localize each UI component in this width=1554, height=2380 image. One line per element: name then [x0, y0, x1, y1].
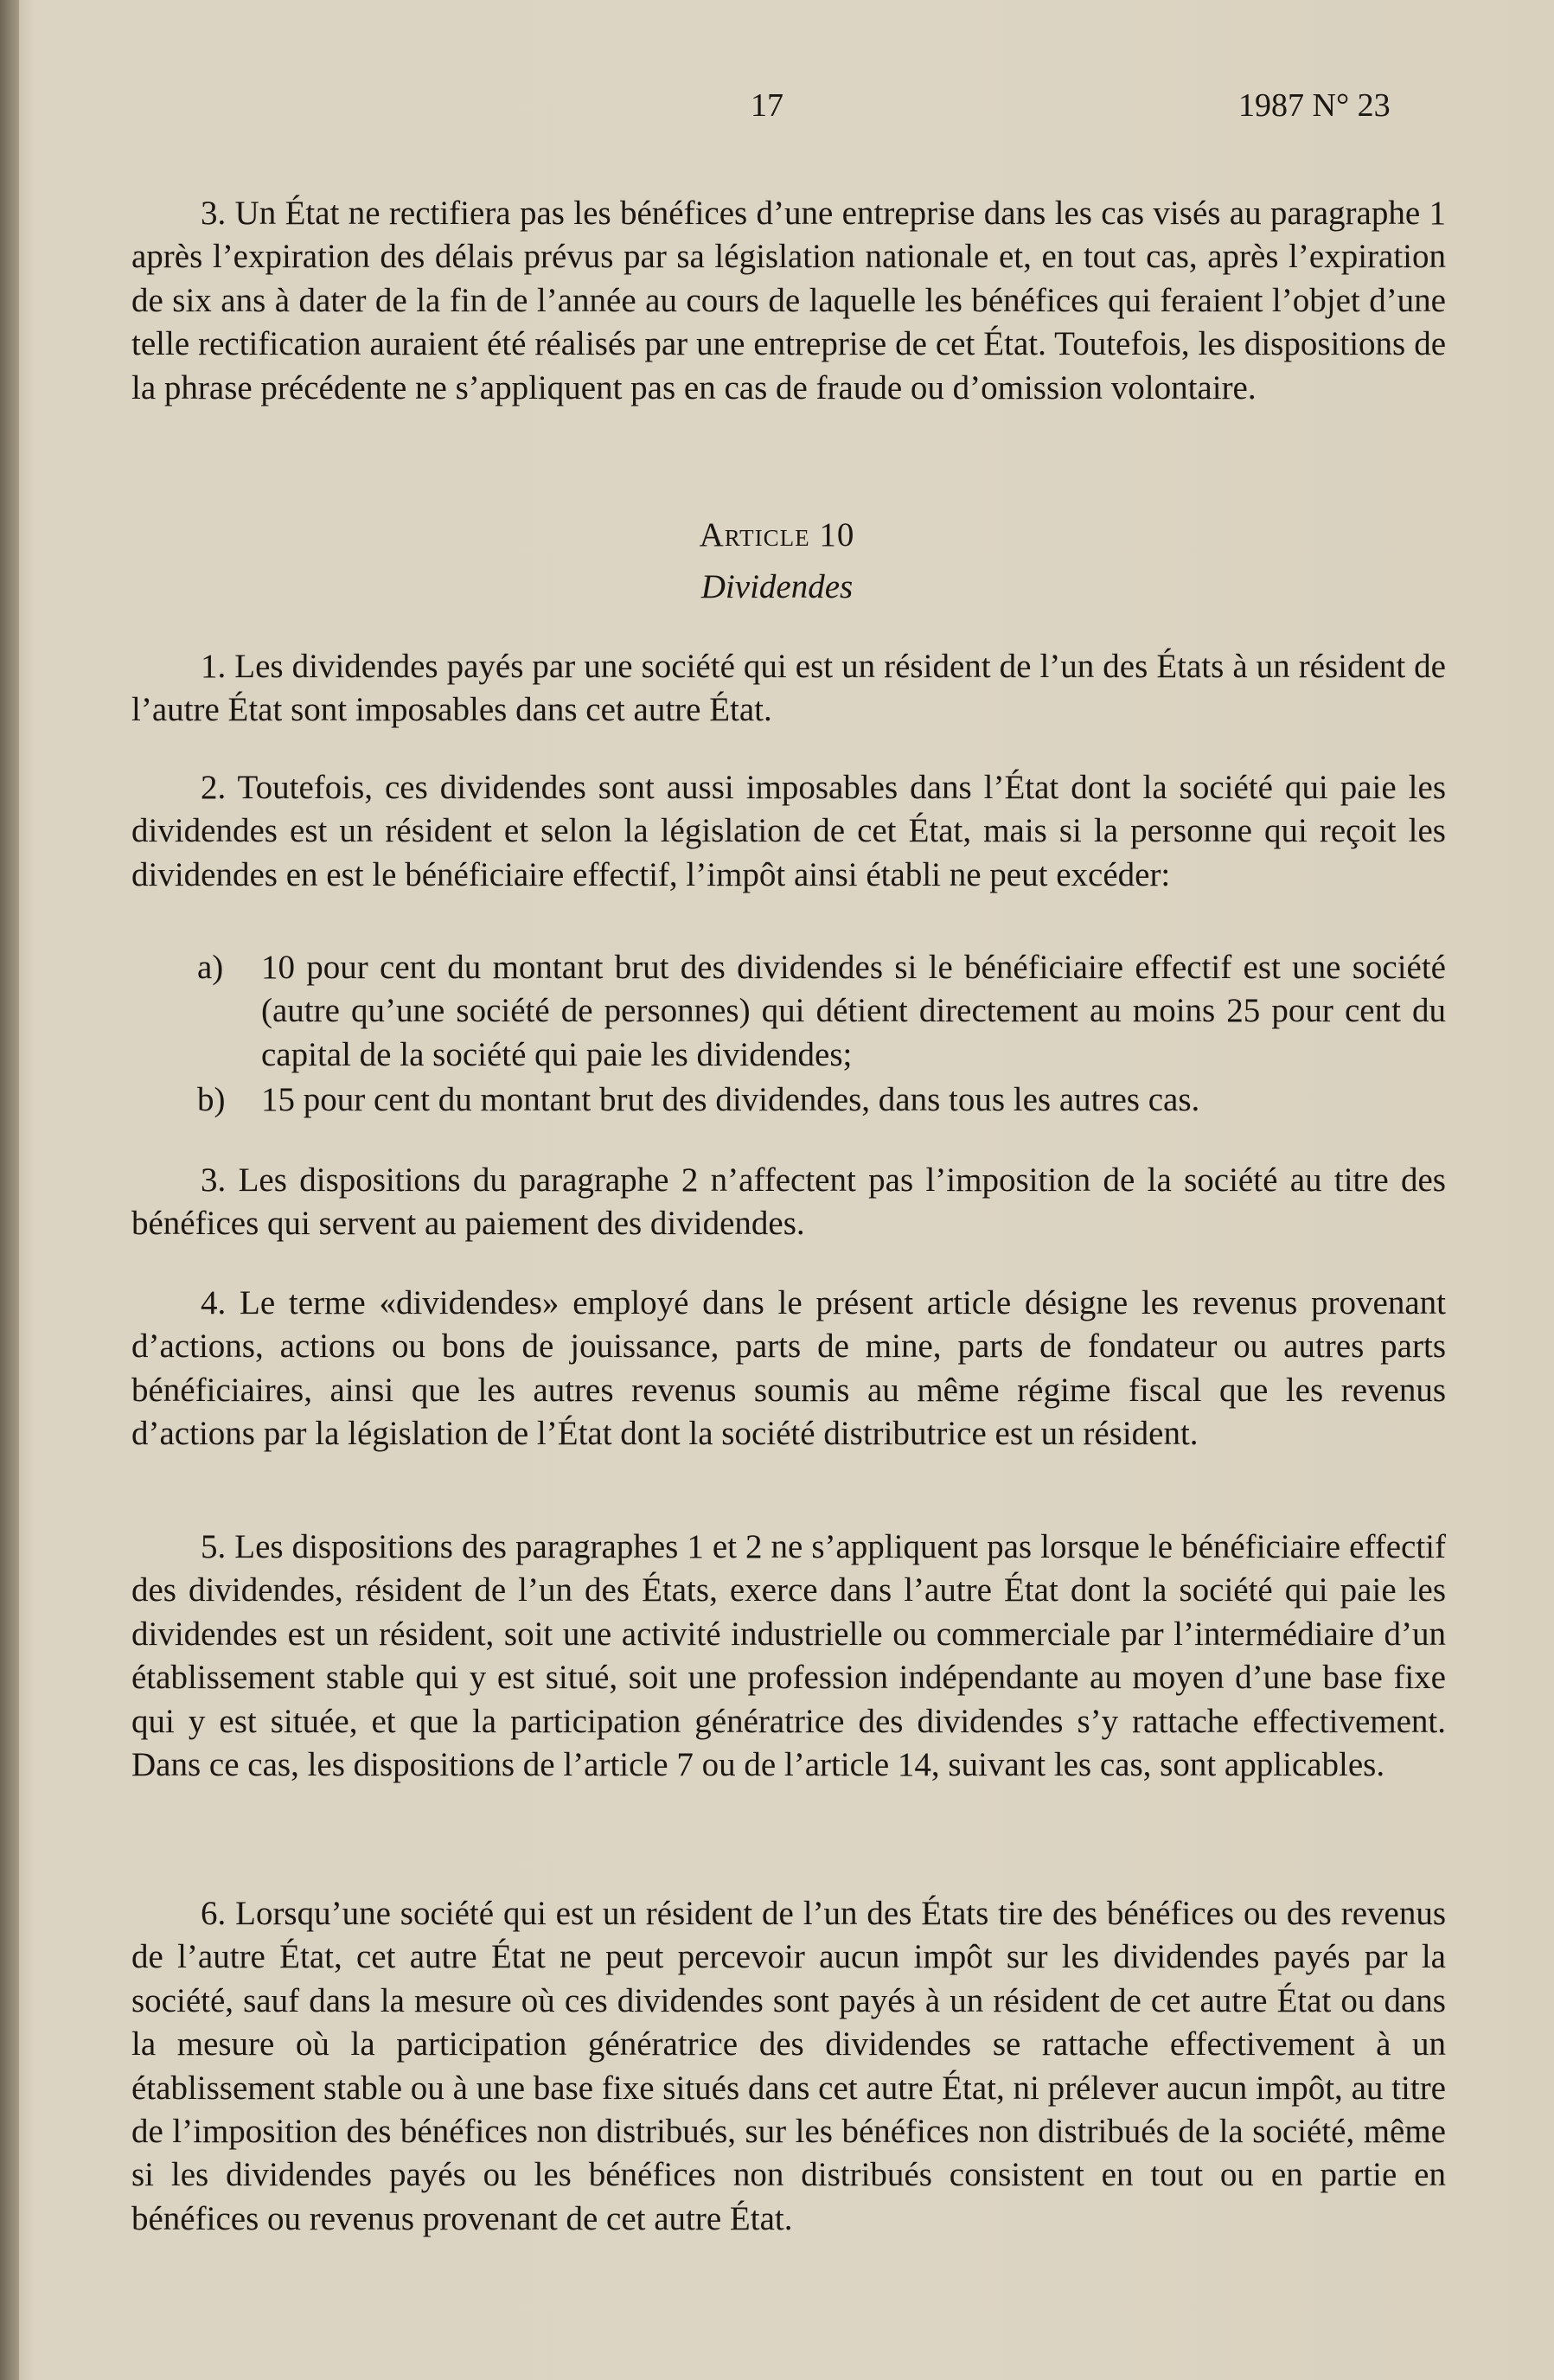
- book-spine-shadow: [0, 0, 19, 2380]
- paragraph: 3. Les dispositions du paragraphe 2 n’affectent pas l’imposition de la société au titre des bénéfices qui servent au paiement des dividendes.: [131, 1161, 1446, 1243]
- item-label: a): [197, 949, 224, 986]
- list-item-b: [199, 1078, 1446, 1122]
- paragraph-5: [131, 1526, 1446, 1787]
- paragraph: 5. Les dispositions des paragraphes 1 et 2 ne s’appliquent pas lorsque le bénéficiaire effectif des dividendes, résident de l’un des États, exerce dans l’autre État dont la société qui paie les dividendes est un résident, soit une activité industrielle ou commerciale par l’intermédiaire d’un établissement stable qui y est situé, soit une profession indépendante au moyen d’une base fixe qui y est située, et que la participation génératrice des dividendes s’y rattache effectivement. Dans ce cas, les dispositions de l’article 7 ou de l’article 14, suivant les cas, sont applicables.: [131, 1528, 1446, 1784]
- item-text: 15 pour cent du montant brut des dividendes, dans tous les autres cas.: [261, 1081, 1200, 1119]
- paragraph-2: [131, 766, 1446, 897]
- paragraph: 6. Lorsqu’une société qui est un résident de l’un des États tire des bénéfices ou des revenus de l’autre État, cet autre État ne peut percevoir aucun impôt sur les dividendes payés par la société, sauf dans la mesure où ces dividendes sont payés à un résident de cet autre État ou dans la mesure où la participation génératrice des dividendes se rattache effectivement à un établissement stable ou à une base fixe situés dans cet autre État, ni prélever aucun impôt, au titre de l’imposition des bénéfices non distribués, sur les bénéfices non distribués de la société, même si les dividendes payés ou les bénéfices non distribués consistent en tout ou en partie en bénéfices ou revenus provenant de cet autre État.: [131, 1895, 1446, 2237]
- paragraph-1: [131, 645, 1446, 733]
- paragraph: 1. Les dividendes payés par une société qui est un résident de l’un des États à un résident de l’autre État sont imposables dans cet autre État.: [131, 648, 1446, 729]
- paragraph-3: [131, 1159, 1446, 1246]
- paragraph-6: [131, 1892, 1446, 2241]
- paragraph-3-adjustment: [131, 192, 1446, 410]
- item-text: 10 pour cent du montant brut des dividendes si le bénéficiaire effectif est une société (autre qu’une société de personnes) qui détient directement au moins 25 pour cent du capital de la société qui paie les dividendes;: [261, 949, 1446, 1073]
- paragraph-4: [131, 1282, 1446, 1456]
- treaty-reference: 1987 N° 23: [1238, 87, 1391, 124]
- item-list: [199, 946, 1446, 1123]
- paragraph: 3. Un État ne rectifiera pas les bénéfices d’une entreprise dans les cas visés au paragraphe 1 après l’expiration des délais prévus par sa législation nationale et, en tout cas, après l’expiration de six ans à dater de la fin de l’année au cours de laquelle les bénéfices qui feraient l’objet d’une telle rectification auraient été réalisés par une entreprise de cet État. Toutefois, les dispositions de la phrase précédente ne s’appliquent pas en cas de fraude ou d’omission volontaire.: [131, 195, 1446, 406]
- list-item-a: [199, 946, 1446, 1077]
- article-subtitle: Dividendes: [700, 568, 854, 605]
- page-number: 17: [751, 87, 783, 124]
- item-label: b): [197, 1081, 226, 1119]
- article-title: Article 10: [699, 516, 855, 553]
- paragraph: 4. Le terme «dividendes» employé dans le présent article désigne les revenus provenant d’actions, actions ou bons de jouissance, parts de mine, parts de fondateur ou autres parts bénéficiaires, ainsi que les autres revenus soumis au même régime fiscal que les revenus d’actions par la législation de l’État dont la société distributrice est un résident.: [131, 1284, 1446, 1453]
- paragraph: 2. Toutefois, ces dividendes sont aussi imposables dans l’État dont la société qui paie les dividendes est un résident et selon la législation de cet État, mais si la personne qui reçoit les dividendes en est le bénéficiaire effectif, l’impôt ainsi établi ne peut excéder:: [131, 769, 1446, 893]
